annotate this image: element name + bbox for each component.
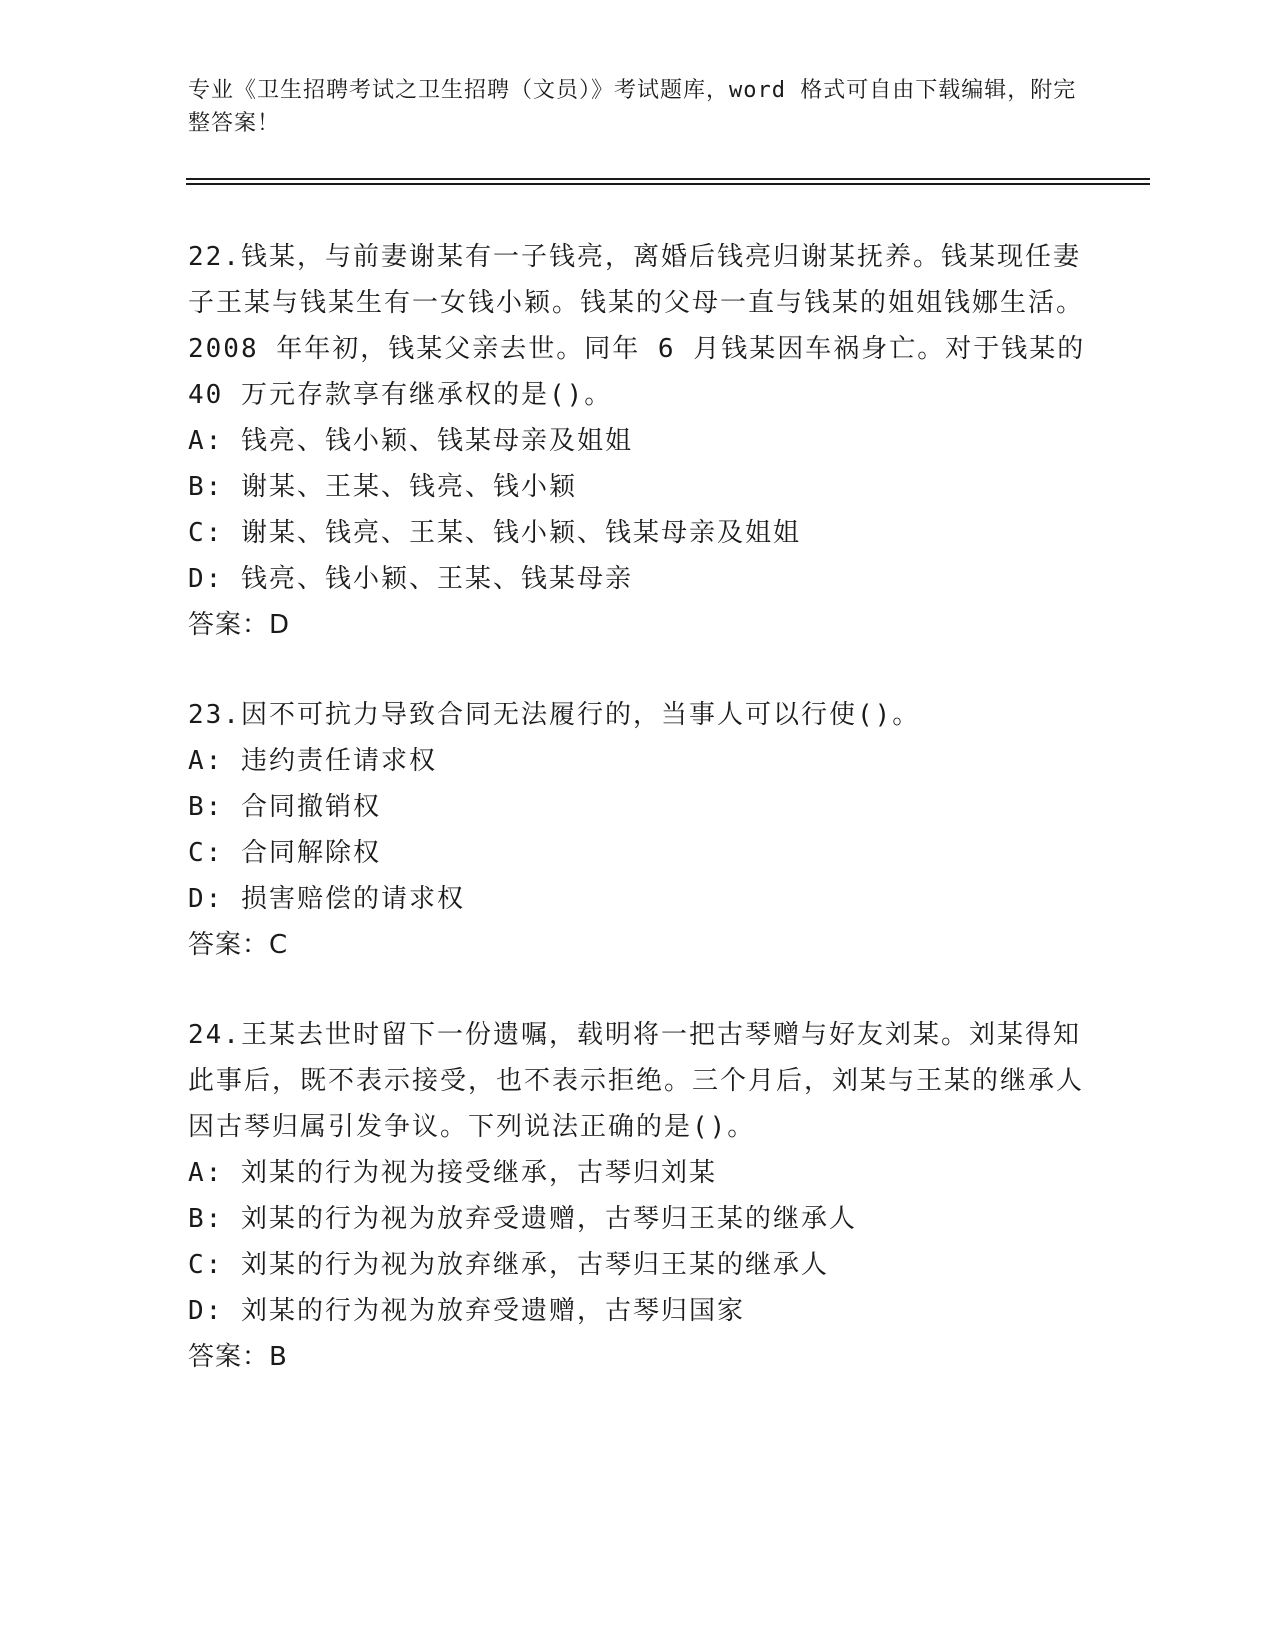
option-c: C: 刘某的行为视为放弃继承，古琴归王某的继承人 bbox=[188, 1250, 829, 1280]
answer-line: 答案：D bbox=[188, 610, 291, 640]
question-24 bbox=[188, 1012, 1088, 1380]
document-header: 专业《卫生招聘考试之卫生招聘（文员）》考试题库，word 格式可自由下载编辑，附完整答案！ bbox=[188, 78, 1077, 136]
option-a: A: 钱亮、钱小颖、钱某母亲及姐姐 bbox=[188, 426, 633, 456]
question-22 bbox=[188, 234, 1088, 648]
option-d: D: 刘某的行为视为放弃受遗赠，古琴归国家 bbox=[188, 1296, 745, 1326]
option-c: C: 谢某、钱亮、王某、钱小颖、钱某母亲及姐姐 bbox=[188, 518, 801, 548]
header-divider-line-double bbox=[186, 183, 1150, 185]
option-d: D: 钱亮、钱小颖、王某、钱某母亲 bbox=[188, 564, 633, 594]
header-divider-line bbox=[186, 178, 1150, 180]
question-stem: 22.钱某，与前妻谢某有一子钱亮，离婚后钱亮归谢某抚养。钱某现任妻子王某与钱某生有一女钱小颖。钱某的父母一直与钱某的姐姐钱娜生活。2008 年年初，钱某父亲去世。同年 6 月钱某因车祸身亡。对于钱某的 40 万元存款享有继承权的是()。 bbox=[188, 242, 1086, 410]
question-stem: 23.因不可抗力导致合同无法履行的，当事人可以行使()。 bbox=[188, 700, 921, 730]
option-b: B: 合同撤销权 bbox=[188, 792, 381, 822]
option-b: B: 刘某的行为视为放弃受遗赠，古琴归王某的继承人 bbox=[188, 1204, 857, 1234]
option-a: A: 刘某的行为视为接受继承，古琴归刘某 bbox=[188, 1158, 717, 1188]
option-a: A: 违约责任请求权 bbox=[188, 746, 437, 776]
question-23 bbox=[188, 692, 1088, 968]
answer-line: 答案：C bbox=[188, 930, 289, 960]
option-b: B: 谢某、王某、钱亮、钱小颖 bbox=[188, 472, 577, 502]
question-stem: 24.王某去世时留下一份遗嘱，载明将一把古琴赠与好友刘某。刘某得知此事后，既不表示接受，也不表示拒绝。三个月后，刘某与王某的继承人因古琴归属引发争议。下列说法正确的是()。 bbox=[188, 1020, 1085, 1142]
option-c: C: 合同解除权 bbox=[188, 838, 381, 868]
answer-line: 答案：B bbox=[188, 1342, 288, 1372]
option-d: D: 损害赔偿的请求权 bbox=[188, 884, 465, 914]
